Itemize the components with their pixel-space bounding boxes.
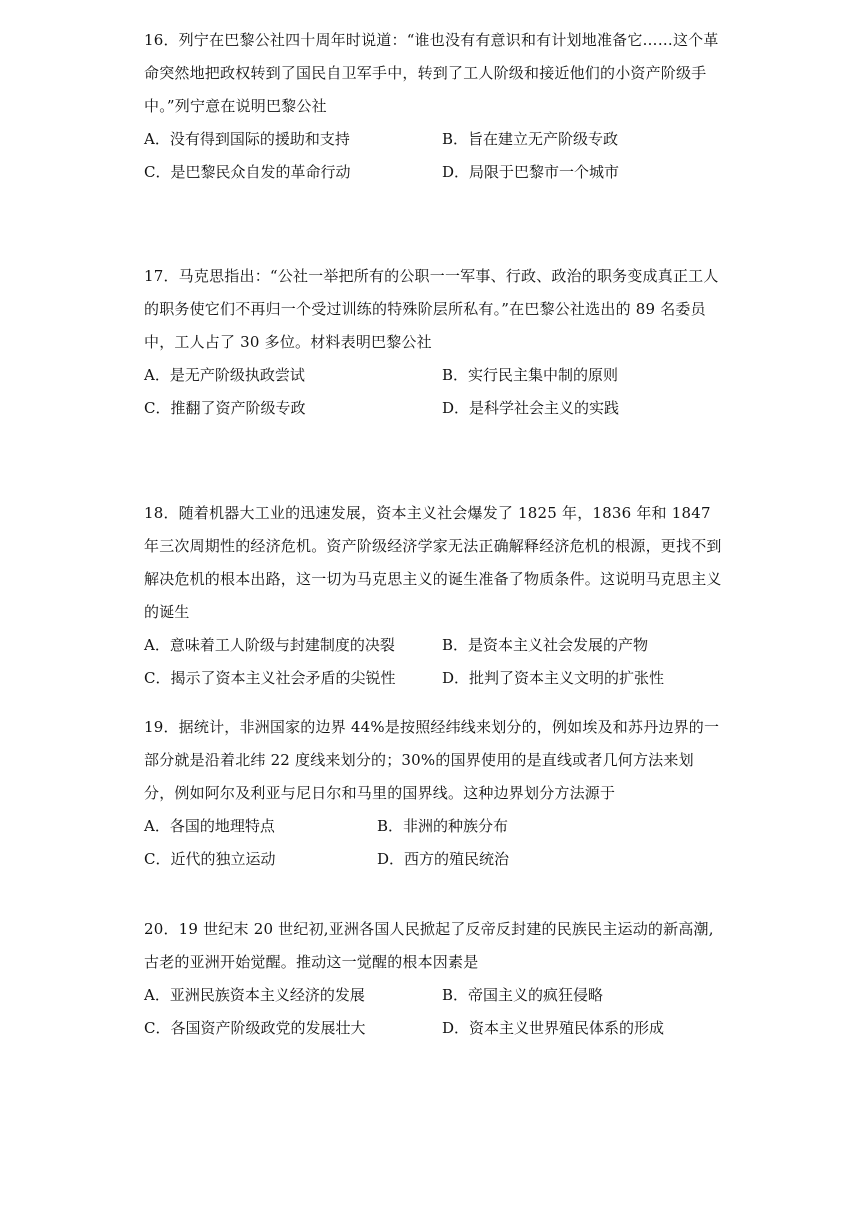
option-b: B．旨在建立无产阶级专政 bbox=[442, 130, 619, 148]
option-b: B．帝国主义的疯狂侵略 bbox=[442, 986, 604, 1004]
question-options bbox=[144, 810, 724, 876]
option-d: D．批判了资本主义文明的扩张性 bbox=[442, 669, 665, 687]
option-c: C．揭示了资本主义社会矛盾的尖锐性 bbox=[144, 669, 396, 687]
option-b: B．是资本主义社会发展的产物 bbox=[442, 636, 649, 654]
question-20 bbox=[144, 913, 724, 1045]
question-stem: 17．马克思指出：“公社一举把所有的公职一一军事、行政、政治的职务变成真正工人的职务使它们不再归一个受过训练的特殊阶层所私有。”在巴黎公社选出的 89 名委员中，工人占了 30 多位。材料表明巴黎公社 bbox=[144, 267, 719, 351]
option-d: D．是科学社会主义的实践 bbox=[442, 399, 620, 417]
option-a: A．亚洲民族资本主义经济的发展 bbox=[144, 986, 365, 1004]
option-a: A．是无产阶级执政尝试 bbox=[144, 366, 305, 384]
question-stem: 18．随着机器大工业的迅速发展，资本主义社会爆发了 1825 年，1836 年和 1847 年三次周期性的经济危机。资产阶级经济学家无法正确解释经济危机的根源，更找不到解决危机的根本出路，这一切为马克思主义的诞生准备了物质条件。这说明马克思主义的诞生 bbox=[144, 504, 722, 621]
question-stem: 16．列宁在巴黎公社四十周年时说道：“谁也没有有意识和有计划地准备它……这个革命突然地把政权转到了国民自卫军手中，转到了工人阶级和接近他们的小资产阶级手中。”列宁意在说明巴黎公社 bbox=[144, 31, 719, 115]
question-stem: 19．据统计，非洲国家的边界 44%是按照经纬线来划分的，例如埃及和苏丹边界的一部分就是沿着北纬 22 度线来划分的；30%的国界使用的是直线或者几何方法来划分，例如阿尔及利亚与尼日尔和马里的国界线。这种边界划分方法源于 bbox=[144, 718, 720, 802]
option-b: B．非洲的种族分布 bbox=[377, 817, 509, 835]
option-c: C．近代的独立运动 bbox=[144, 850, 276, 868]
question-options bbox=[144, 629, 724, 695]
option-a: A．各国的地理特点 bbox=[144, 817, 275, 835]
question-18 bbox=[144, 497, 724, 695]
question-16 bbox=[144, 24, 724, 189]
question-19 bbox=[144, 711, 724, 876]
option-d: D．西方的殖民统治 bbox=[377, 850, 510, 868]
question-17 bbox=[144, 260, 724, 425]
question-stem: 20．19 世纪末 20 世纪初,亚洲各国人民掀起了反帝反封建的民族民主运动的新高潮,古老的亚洲开始觉醒。推动这一觉醒的根本因素是 bbox=[144, 920, 714, 971]
option-c: C．是巴黎民众自发的革命行动 bbox=[144, 163, 351, 181]
option-c: C．推翻了资产阶级专政 bbox=[144, 399, 306, 417]
option-c: C．各国资产阶级政党的发展壮大 bbox=[144, 1019, 366, 1037]
option-a: A．意味着工人阶级与封建制度的决裂 bbox=[144, 636, 395, 654]
option-a: A．没有得到国际的援助和支持 bbox=[144, 130, 350, 148]
option-d: D．局限于巴黎市一个城市 bbox=[442, 163, 620, 181]
question-options bbox=[144, 123, 724, 189]
question-options bbox=[144, 979, 724, 1045]
option-d: D．资本主义世界殖民体系的形成 bbox=[442, 1019, 665, 1037]
question-options bbox=[144, 359, 724, 425]
option-b: B．实行民主集中制的原则 bbox=[442, 366, 619, 384]
